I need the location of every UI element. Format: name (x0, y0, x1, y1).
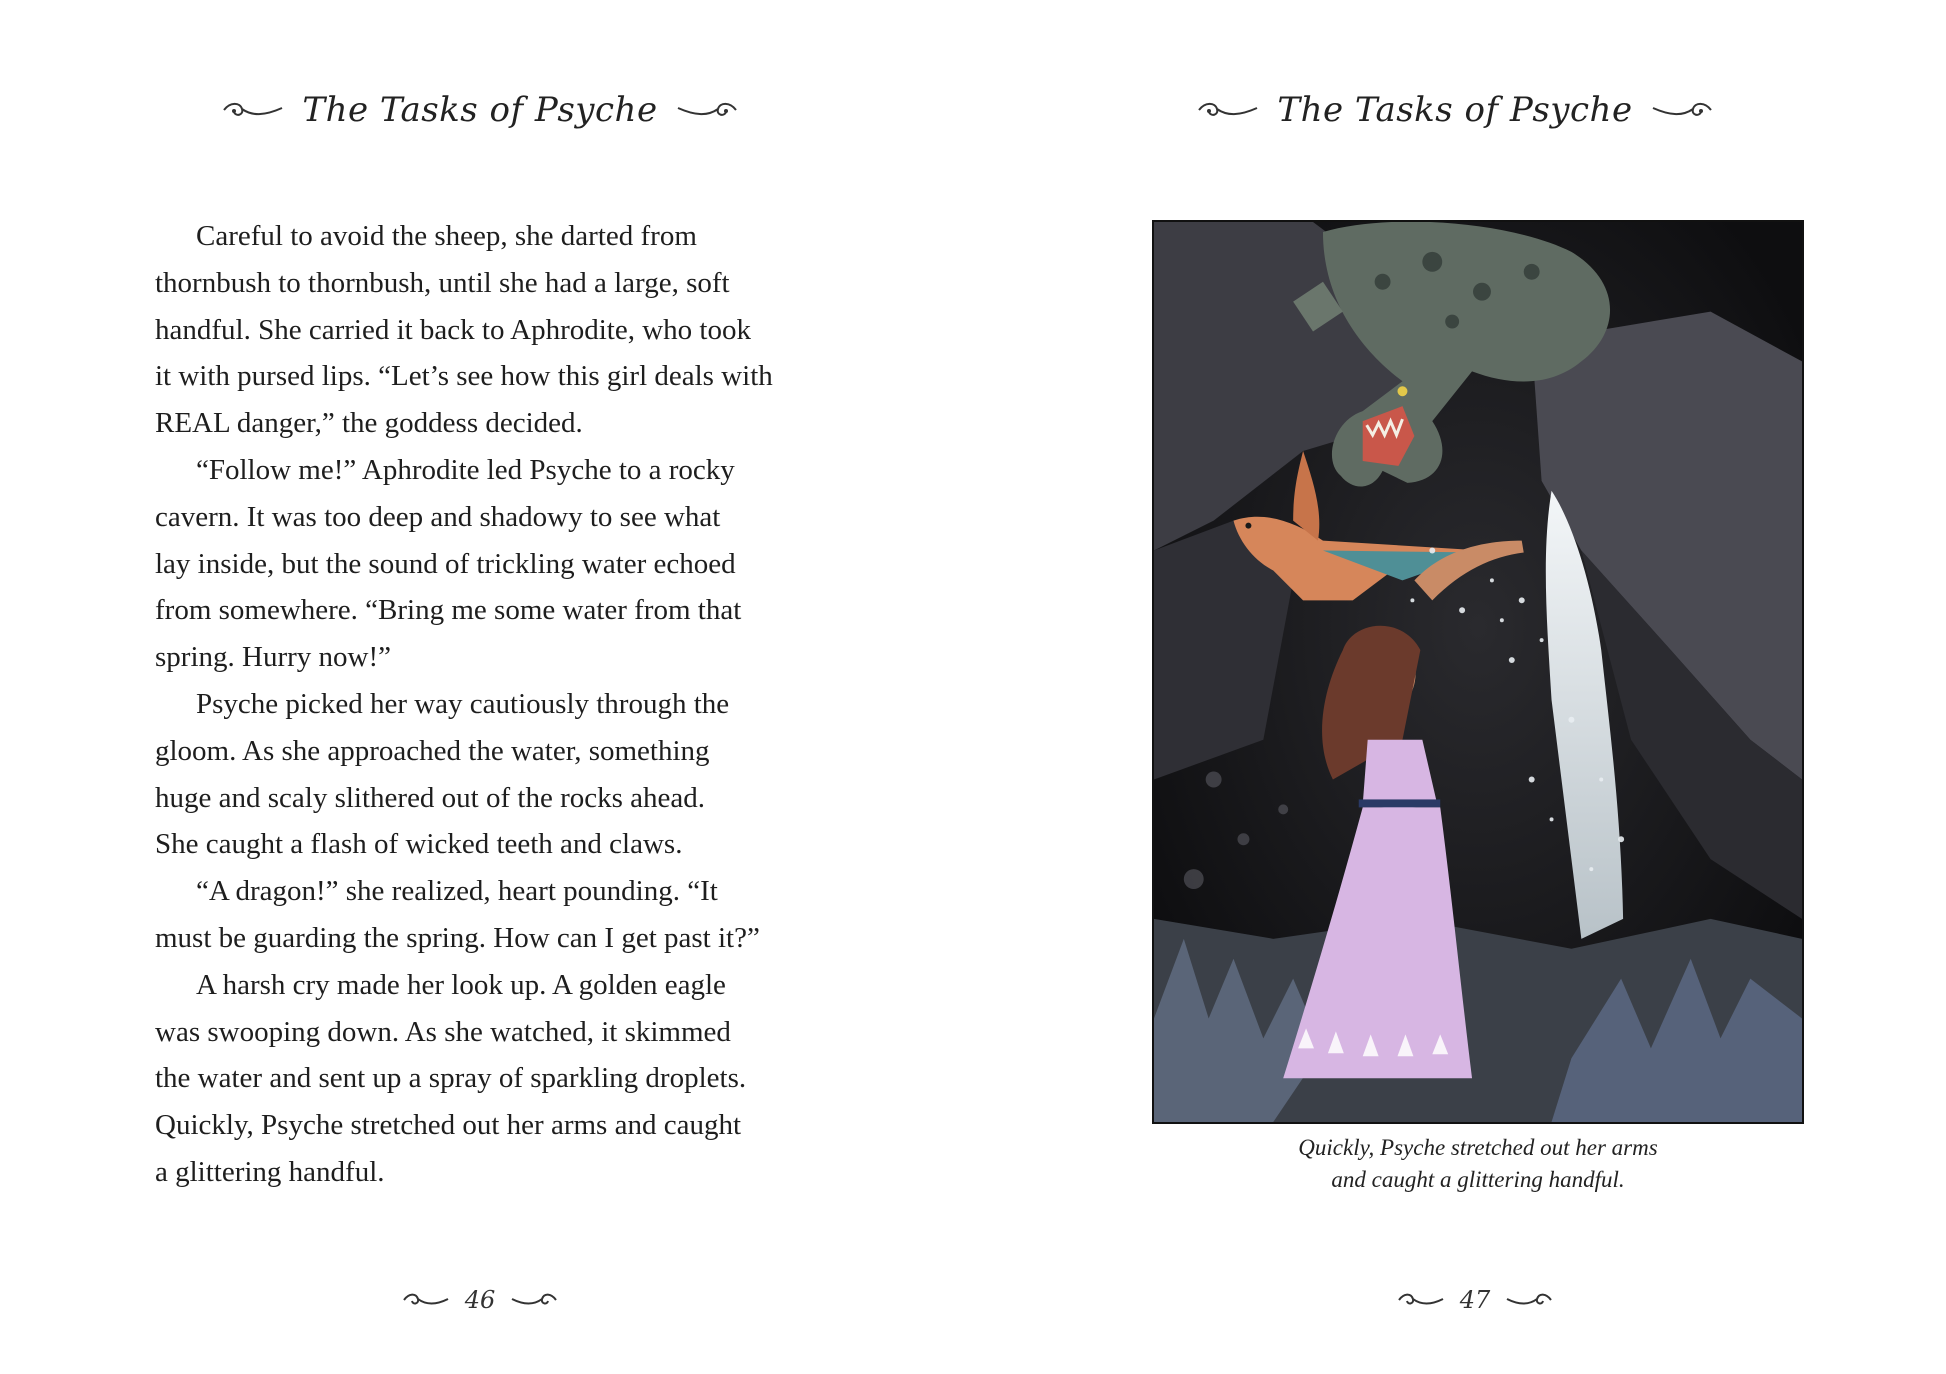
running-head-title: The Tasks of Psyche (1277, 90, 1633, 130)
text-line: She caught a flash of wicked teeth and claws. (155, 828, 683, 861)
flourish-ornament-icon (401, 1291, 451, 1309)
text-line: spring. Hurry now!” (155, 641, 391, 674)
flourish-ornament-icon (509, 1291, 559, 1309)
flourish-ornament-icon (1195, 99, 1261, 121)
illustration-psyche-dragon-eagle (1152, 220, 1804, 1124)
text-line: Quickly, Psyche stretched out her arms and caught (155, 1109, 742, 1142)
text-line: REAL danger,” the goddess decided. (155, 407, 583, 440)
text-line: gloom. As she approached the water, something (155, 734, 710, 767)
running-head-title: The Tasks of Psyche (302, 90, 658, 130)
running-head-right (1175, 80, 1735, 140)
illustration-caption (1152, 1132, 1804, 1196)
flourish-ornament-icon (1504, 1291, 1554, 1309)
text-line: a glittering handful. (155, 1155, 385, 1188)
psyche-belt (1359, 799, 1440, 807)
text-line: A harsh cry made her look up. A golden eagle (196, 968, 726, 1001)
text-line: was swooping down. As she watched, it skimmed (155, 1015, 731, 1048)
running-head-left (200, 80, 760, 140)
text-line: the water and sent up a spray of sparkling droplets. (155, 1062, 747, 1095)
right-page (973, 0, 1946, 1374)
text-line: cavern. It was too deep and shadowy to see what (155, 500, 721, 533)
page-number-left (380, 1280, 580, 1320)
text-line: must be guarding the spring. How can I get past it?” (155, 921, 760, 954)
flourish-ornament-icon (220, 99, 286, 121)
page-number: 46 (464, 1286, 496, 1314)
text-line: handful. She carried it back to Aphrodite, who took (155, 313, 751, 346)
dragon-eye (1397, 386, 1407, 396)
flourish-ornament-icon (674, 99, 740, 121)
text-line: thornbush to thornbush, until she had a large, soft (155, 266, 730, 299)
text-line: Careful to avoid the sheep, she darted from (196, 220, 697, 252)
page-number: 47 (1459, 1286, 1491, 1314)
text-line: Psyche picked her way cautiously through the (196, 687, 730, 720)
story-text (155, 213, 815, 1196)
text-line: it with pursed lips. “Let’s see how this girl deals with (155, 360, 773, 393)
caption-line: and caught a glittering handful. (1331, 1167, 1625, 1192)
text-line: lay inside, but the sound of trickling water echoed (155, 547, 736, 580)
page-number-right (1375, 1280, 1575, 1320)
caption-line: Quickly, Psyche stretched out her arms (1298, 1135, 1658, 1160)
text-line: “A dragon!” she realized, heart pounding. “It (196, 875, 718, 908)
text-line: from somewhere. “Bring me some water from that (155, 594, 742, 627)
text-line: huge and scaly slithered out of the rocks ahead. (155, 781, 706, 814)
text-line: “Follow me!” Aphrodite led Psyche to a rocky (196, 453, 735, 486)
flourish-ornament-icon (1396, 1291, 1446, 1309)
flourish-ornament-icon (1649, 99, 1715, 121)
